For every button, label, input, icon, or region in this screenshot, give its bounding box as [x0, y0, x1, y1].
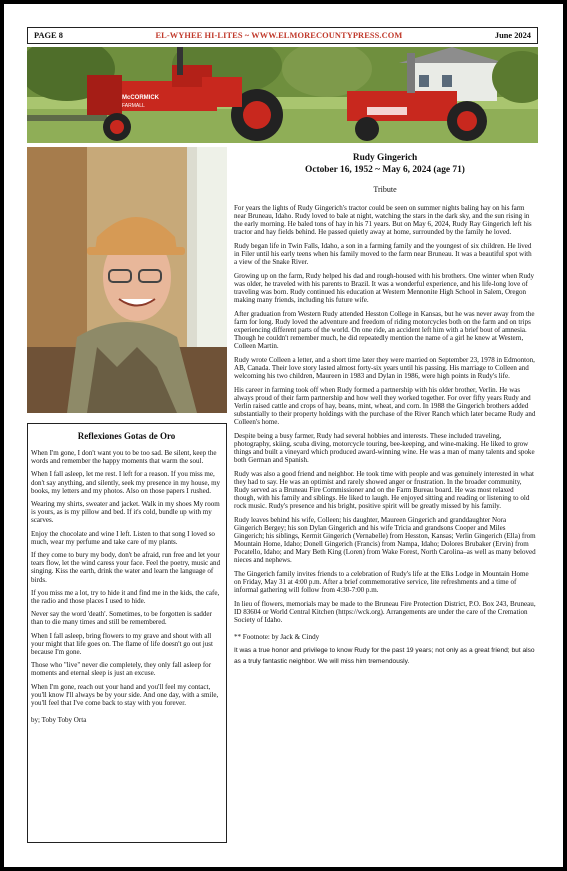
poem-stanza: If you miss me a lot, try to hide it and find me in the kids, the cafe, the radio and those places I used to hide. — [31, 588, 220, 606]
page-header — [27, 27, 538, 44]
poem-stanza: Those who "live" never die completely, they only fall asleep for moments and eternal sleep is just an excuse. — [31, 661, 212, 678]
obituary-paragraph: In lieu of flowers, memorials may be made to the Bruneau Fire Protection District, P.O. Box 243, Bruneau, ID 83604 or World Central Kitchen (https://wck.org). Arrangements are under the care of the Cremation Society of Idaho. — [234, 599, 536, 625]
obituary-name: Rudy Gingerich — [352, 153, 418, 163]
poem-stanza: When I fall asleep, let me rest. I left for a reason. If you miss me, don't say anything, and silently, seek my presence in my house, my books, my letters and my photos. Also on those papers I rushed. — [31, 470, 221, 495]
obituary-paragraph: His career in farming took off when Rudy formed a partnership with his older brother, Verlin. He was always proud of their farm partnership and how well they worked together. For over fifty years Rudy and Verlin raised cattle and crops of hay, beans, mint, wheat, and corn. In 1988 the Gingerich brothers added substantially to their property holdings with the purchase of the River Ranch which later became Rudy and Colleen's home. — [234, 385, 536, 427]
tractor-model-text: FARMALL — [122, 103, 145, 109]
poem-stanza: When I'm gone, reach out your hand and you'll feel my contact, you'll know I'll always be by your side. And one day, with a smile, you'll feel that I've come back to stay with you forever. — [31, 682, 219, 708]
obituary-dates: October 16, 1952 ~ May 6, 2024 (age 71) — [305, 165, 465, 175]
poem-stanza: When I fall asleep, bring flowers to my grave and shout with all your might that life goes on. The flame of life doesn't go out just because I'm gone. — [31, 631, 213, 657]
poem-stanza: If they come to bury my body, don't be afraid, run free and let your tears flow, let the wind caress your face. Feel the poetry, music and singing. Kiss the earth, drink the water and learn the language of birds. — [31, 551, 221, 584]
obituary-paragraph: Rudy leaves behind his wife, Colleen; his daughter, Maureen Gingerich and granddaughter Nora Gingerich Bergey; his son Dylan Gingerich and his wife Tricia and grandsons Cooper and Miles Gingerich; his siblings, Kermit Gingerich (Vernabelle) from Hesston, Kansas; Verlin Gingerich (Ella) from Mountain Home, Idaho; Donell Gingerich (Francis) from Nampa, Idaho; Dolores Brubaker (Ervin) from Pocatello, Idaho; and Mary Beth King (Loren) from Wake Forest, North Carolina–as well as many beloved nieces and nephews. — [234, 515, 536, 565]
page-number: PAGE 8 — [34, 31, 63, 40]
obituary-paragraph: For years the lights of Rudy Gingerich's tractor could be seen on summer nights baling hay on his farm near Bruneau, Idaho. Rudy loved to bale at night, watching the stars in the dark sky, and the sun rising in the early morning. He baled tons of hay in his 71 years. But on May 6, 2024, Rudy Ray Gingerich left his tractor and hay fields behind. He passed quietly away at home, surrounded by the family he loved. — [234, 204, 532, 237]
issue-date: June 2024 — [494, 31, 531, 40]
tractor-illustration — [27, 47, 538, 143]
poem-title: Reflexiones Gotas de Oro — [77, 431, 176, 441]
obituary-paragraph: Despite being a busy farmer, Rudy had several hobbies and interests. These included traveling, photography, skiing, scuba diving, motorcycle touring, bee-keeping, and wine-making. He liked to grow things and built a vineyard which produced award-winning wine. He was a man of many talents and spoke both German and Spanish. — [234, 431, 535, 465]
poem-stanza: Enjoy the chocolate and wine I left. Listen to that song I loved so much, wear my perfume and take care of my plants. — [31, 529, 215, 546]
poem-byline: by; Toby Toby Orta — [31, 716, 87, 725]
obituary-paragraph: Rudy wrote Colleen a letter, and a short time later they were married on September 23, 1978 in Edmonton, AB, Canada. Their love story lasted almost forty-six years until his passing. His marriage to Colleen and welcoming his two children, Maureen in 1983 and Dylan in 1986, were high points in Rudy's life. — [234, 355, 535, 381]
obituary-subtitle: Tribute — [373, 185, 397, 194]
portrait-illustration — [27, 147, 227, 413]
obituary-paragraph: Rudy began life in Twin Falls, Idaho, a son in a farming family and the youngest of six children. He lived in Filer until his early teens when his family moved to the farm near Bruneau. It was a beautiful spot with a view of the Snake River. — [234, 241, 532, 267]
poem-box — [27, 423, 227, 843]
poem-stanza: When I'm gone, I don't want you to be too sad. Be silent, keep the words and remember the happy moments that warm the soul. — [31, 449, 217, 466]
portrait-photo — [27, 147, 227, 413]
footnote-text: It was a true honor and privilege to know Rudy for the past 19 years; not only as a great friend; but also as a truly fantastic neighbor. We will miss him tremendously. — [234, 647, 535, 666]
obituary-column — [234, 152, 536, 667]
obituary-paragraph: Growing up on the farm, Rudy helped his dad and rough-housed with his brothers. One winter when Rudy was older, he traveled with his parents to Brazil. It was a wonderful experience, and his life-long love of traveling was born. Rudy continued his education at Western Mennonite High School in Salem, Oregon making many friends, including his future wife. — [234, 271, 535, 305]
poem-stanza: Never say the word 'death'. Sometimes, to be forgotten is sadder than to die many times and still be remembered. — [31, 610, 212, 627]
obituary-paragraph: The Gingerich family invites friends to a celebration of Rudy's life at the Elks Lodge in Mountain Home on Friday, May 31 at 4:00 p.m. After a brief commemorative service, lite refreshments and a time of informal gathering will follow from 4:30-7:00 p.m. — [234, 570, 529, 595]
obituary-paragraph: After graduation from Western Rudy attended Hesston College in Kansas, but he was never away from the farm for long. Rudy loved the adventure and freedom of riding motorcycles both on the farm and on trips experiencing different parts of the world. On one ride, an accident left him with a brief bout of amnesia. Though he couldn't remember much, he did repeatedly mention the name of a girl he knew at Western, Colleen Martin. — [234, 309, 535, 351]
masthead: EL-WYHEE HI-LITES ~ WWW.ELMORECOUNTYPRESS.COM — [155, 31, 403, 40]
tractor-brand-text: McCORMICK — [122, 95, 159, 101]
poem-stanza: Wearing my shirts, sweater and jacket. Walk in my shoes My room is yours, as is my pillow and bed. If it's cold, bundle up with my scarves. — [31, 500, 220, 525]
tractor-banner-photo — [27, 47, 538, 143]
obituary-paragraph: Rudy was also a good friend and neighbor. He took time with people and was genuinely interested in what they had to say. He was an optimist and rarely showed anger or frustration. In the broader community, Rudy served as a Bruneau Fire Commissioner and on the Farm Bureau board. He was most relaxed though, with his family and siblings. He liked to laugh. He enjoyed sitting and reading or listening to old rock music. Rudy's presence and his bright, positive spirit will be greatly missed by his family. — [234, 469, 535, 511]
footnote-heading: ** Footnote: by Jack & Cindy — [234, 633, 320, 642]
